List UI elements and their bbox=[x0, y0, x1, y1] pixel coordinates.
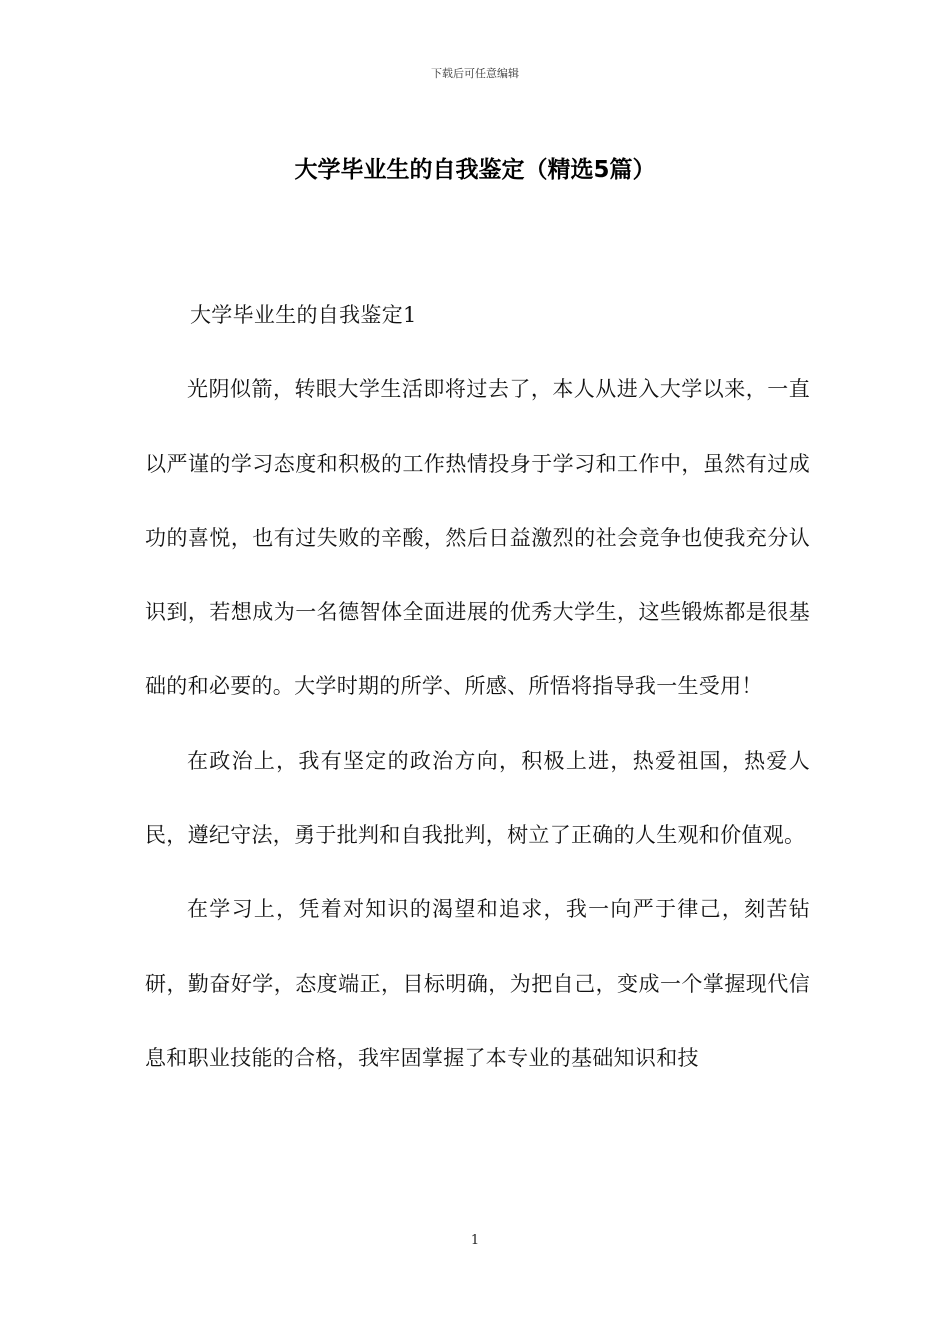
paragraph-politics: 在政治上，我有坚定的政治方向，积极上进，热爱祖国，热爱人民，遵纪守法，勇于批判和自我批判，树立了正确的人生观和价值观。 bbox=[145, 748, 810, 848]
document-title: 大学毕业生的自我鉴定（精选5篇） bbox=[294, 157, 656, 183]
paragraph-study: 在学习上，凭着对知识的渴望和追求，我一向严于律己，刻苦钻研，勤奋好学，态度端正，目标明确，为把自己，变成一个掌握现代信息和职业技能的合格，我牢固掌握了本专业的基础知识和技 bbox=[145, 897, 810, 1070]
document-body bbox=[145, 278, 810, 1095]
paragraph-intro: 光阴似箭，转眼大学生活即将过去了，本人从进入大学以来，一直以严谨的学习态度和积极的工作热情投身于学习和工作中，虽然有过成功的喜悦，也有过失败的辛酸，然后日益激烈的社会竞争也使我充分认识到，若想成为一名德智体全面进展的优秀大学生，这些锻炼都是很基础的和必要的。大学时期的所学、所感、所悟将指导我一生受用！ bbox=[145, 377, 810, 699]
page-number: 1 bbox=[470, 1233, 480, 1248]
header-note: 下载后可任意编辑 bbox=[431, 67, 519, 80]
section-heading: 大学毕业生的自我鉴定1 bbox=[190, 303, 417, 327]
